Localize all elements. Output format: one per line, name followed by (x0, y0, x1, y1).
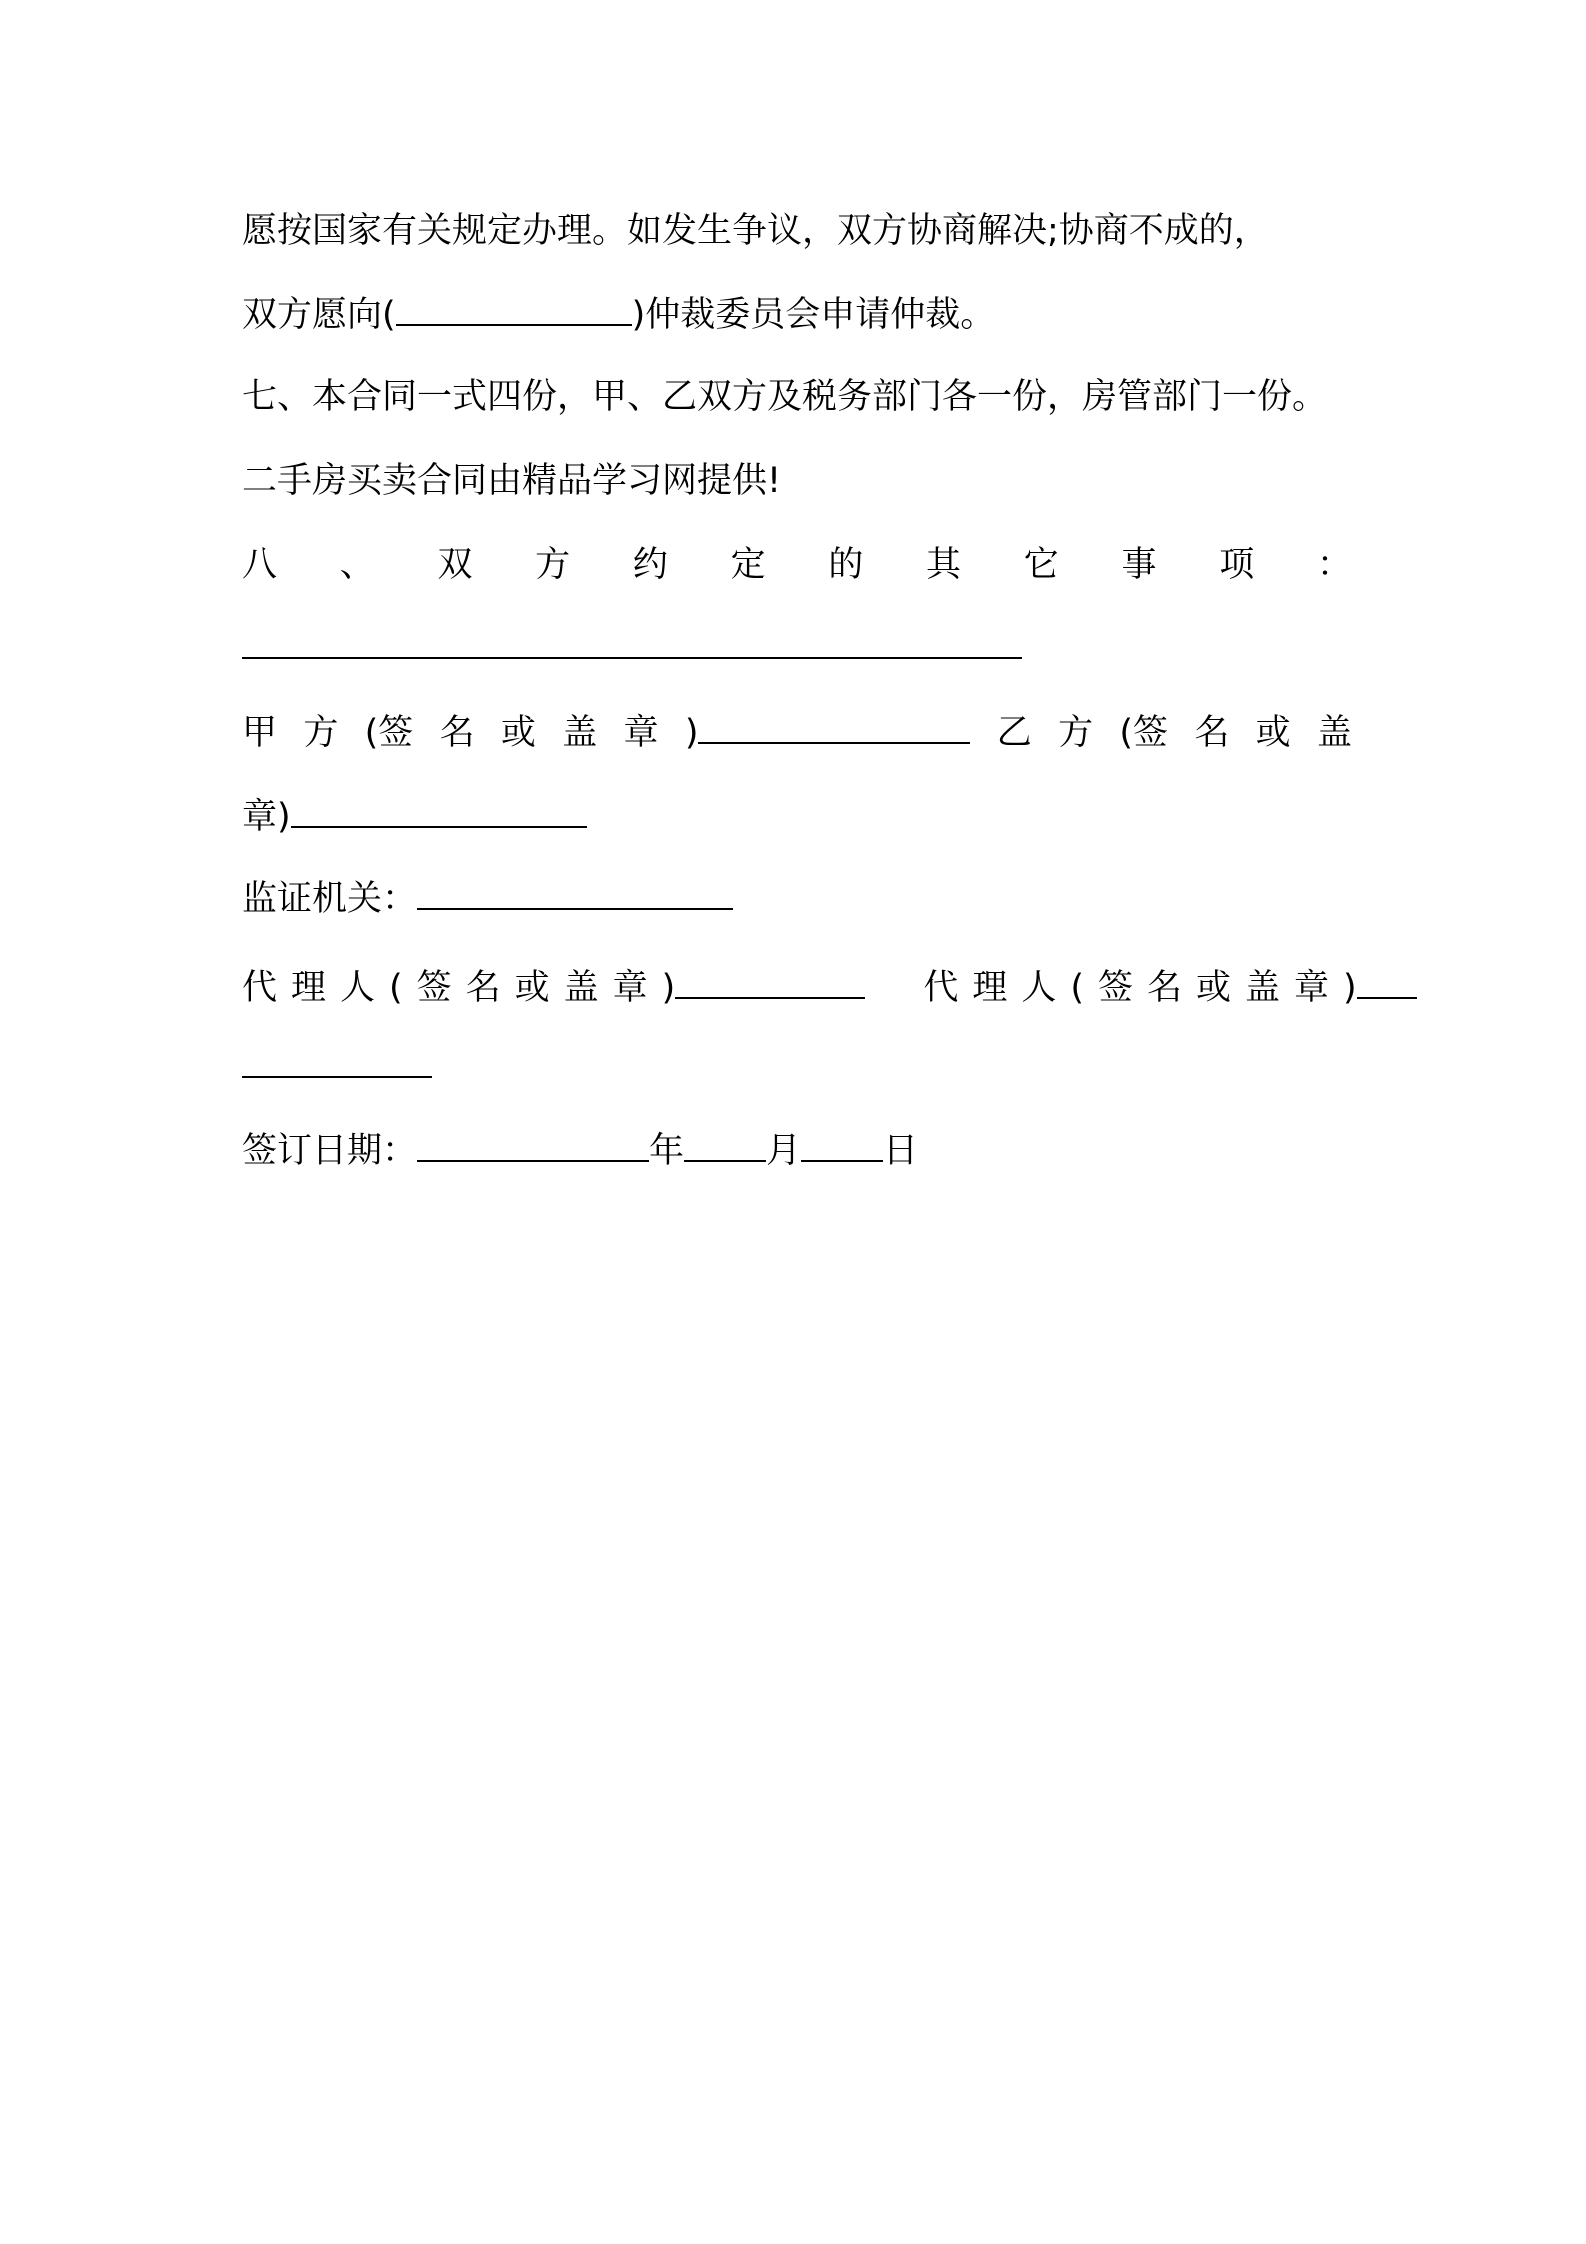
clause-eight-char: 方 (535, 545, 571, 585)
clause-eight-char: 双 (437, 545, 473, 585)
date-year-unit: 年 (649, 1131, 685, 1171)
arbitration-prefix: 双方愿向( (242, 295, 396, 335)
clause-eight-char: 项 (1219, 545, 1255, 585)
party-b-char: (签 (1119, 713, 1169, 753)
party-a-signature-group (685, 710, 971, 756)
clause-seven (242, 374, 1360, 420)
date-day-unit: 日 (883, 1131, 919, 1171)
party-a-char: 或 (500, 713, 536, 753)
party-a-char: 盖 (562, 713, 598, 753)
party-a-char: 甲 (242, 713, 278, 753)
party-a-signature-blank[interactable] (698, 712, 970, 744)
supervisor-blank[interactable] (417, 878, 733, 910)
party-b-char: 乙 (996, 713, 1032, 753)
date-year-blank[interactable] (417, 1130, 649, 1162)
clause-eight-char: 事 (1121, 545, 1157, 585)
signature-line (242, 710, 1352, 756)
party-b-signature-blank[interactable] (291, 796, 587, 828)
clause-eight-char: 其 (926, 545, 962, 585)
agent-line (242, 965, 1371, 1011)
date-label: 签订日期： (242, 1131, 418, 1171)
party-b-cont: 章) (242, 797, 291, 837)
arbitration-line (242, 292, 1360, 338)
agent-a-blank[interactable] (675, 967, 865, 999)
date-line (242, 1128, 1360, 1174)
party-a-char: 章 (623, 713, 659, 753)
party-a-char: 名 (439, 713, 475, 753)
agent-b-blank[interactable] (1357, 967, 1417, 999)
party-b-char: 方 (1058, 713, 1094, 753)
party-a-char: 方 (303, 713, 339, 753)
date-month-blank[interactable] (684, 1130, 766, 1162)
clause-eight-heading (242, 542, 1352, 588)
party-a-char: ) (684, 713, 699, 753)
signature-continued-line (242, 794, 1360, 840)
arbitration-blank[interactable] (396, 294, 632, 326)
clause-eight-char: ： (1316, 545, 1352, 585)
date-month-unit: 月 (766, 1131, 802, 1171)
party-b-char: 盖 (1316, 713, 1352, 753)
agent-continued-line (242, 1044, 1360, 1090)
clause-seven-text: 七、本合同一式四份，甲、乙双方及税务部门各一份，房管部门一份。 (242, 377, 1328, 417)
clause-text-line (242, 208, 1360, 254)
clause-eight-char: 八 (242, 545, 278, 585)
clause-text: 愿按国家有关规定办理。如发生争议，双方协商解决;协商不成的， (242, 211, 1269, 251)
arbitration-suffix: )仲裁委员会申请仲裁。 (631, 295, 996, 335)
agent-b-blank-cont[interactable] (242, 1046, 432, 1078)
agent-b-label: 代理人(签名或盖章) (923, 968, 1371, 1008)
supervisor-label: 监证机关： (242, 879, 418, 919)
supervisor-line (242, 876, 1360, 922)
other-terms-blank[interactable] (242, 627, 1022, 659)
clause-eight-char: 约 (632, 545, 668, 585)
party-a-char: (签 (364, 713, 414, 753)
clause-eight-char: 的 (828, 545, 864, 585)
provider-text: 二手房买卖合同由精品学习网提供! (242, 461, 782, 501)
clause-eight-char: 它 (1023, 545, 1059, 585)
agent-a-label: 代理人(签名或盖章) (242, 968, 690, 1008)
clause-eight-char: 、 (339, 545, 375, 585)
clause-eight-char: 定 (730, 545, 766, 585)
party-b-char: 名 (1194, 713, 1230, 753)
party-b-char: 或 (1255, 713, 1291, 753)
provider-line (242, 458, 1360, 504)
date-day-blank[interactable] (801, 1130, 883, 1162)
other-terms-line (242, 625, 1360, 671)
